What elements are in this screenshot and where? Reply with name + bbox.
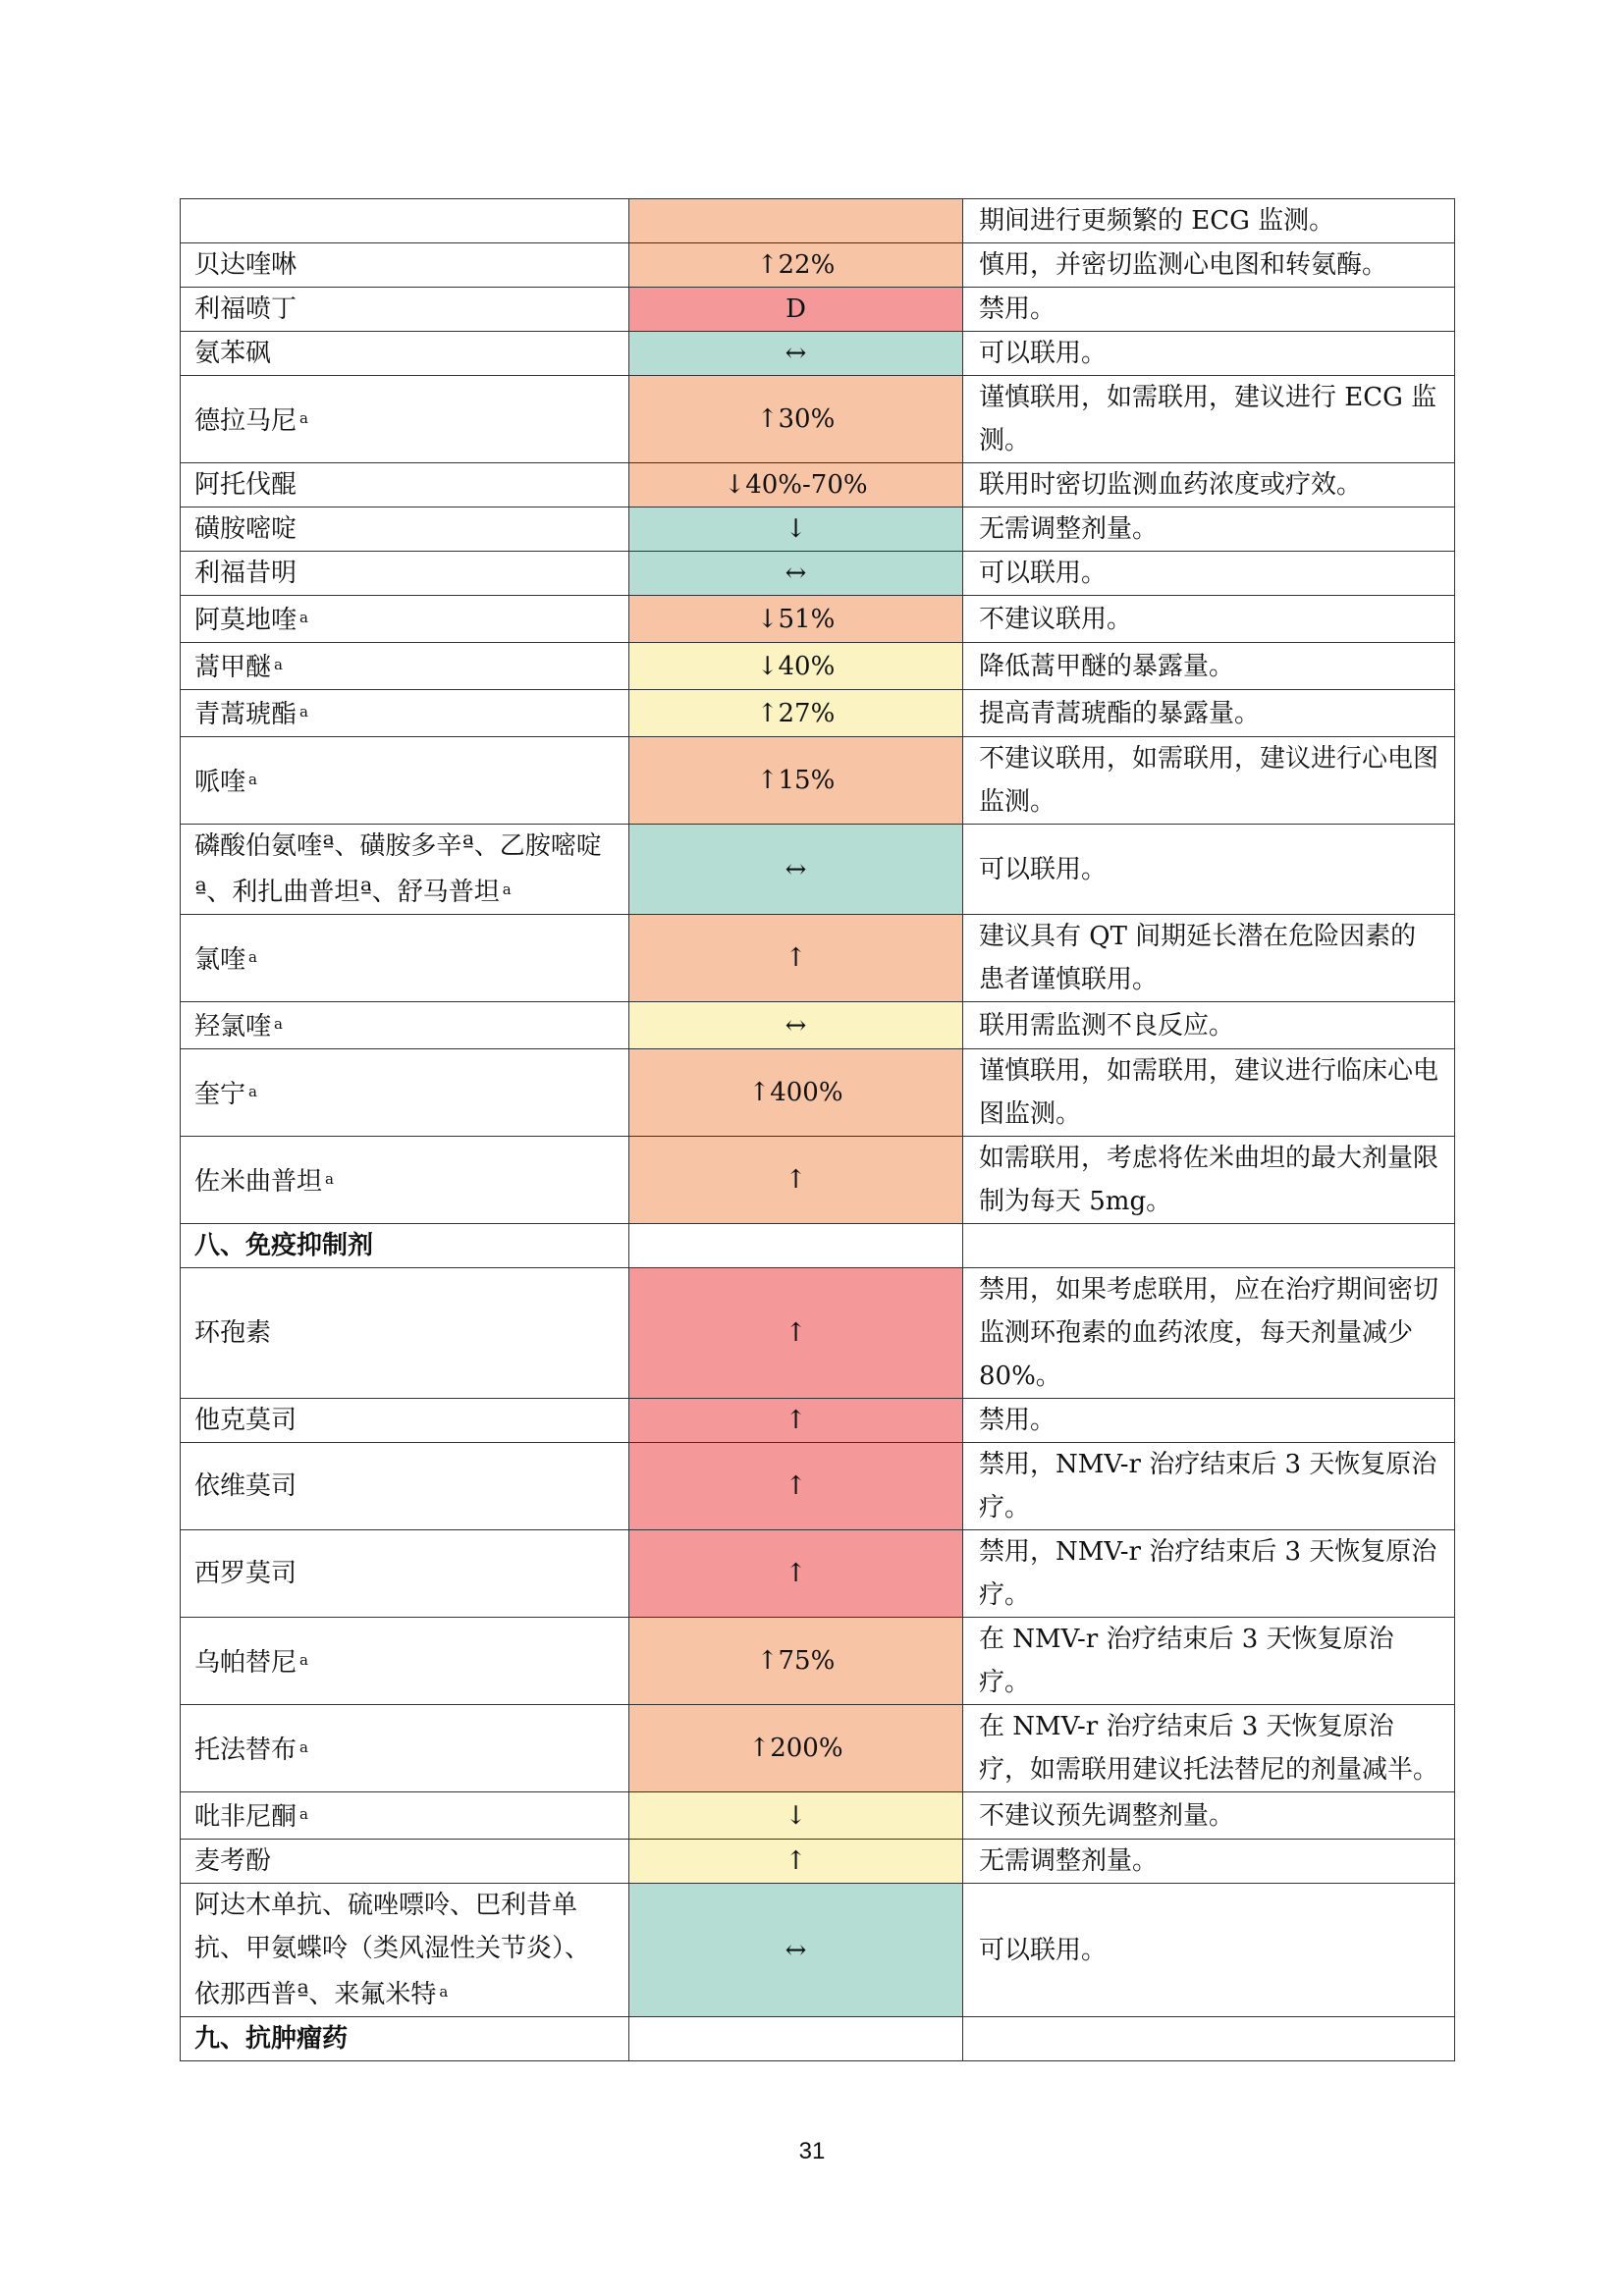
drug-name: 环孢素 bbox=[194, 1318, 272, 1348]
interaction-effect: ↑200% bbox=[748, 1734, 843, 1763]
recommendation: 谨慎联用，如需联用，建议进行临床心电图监测。 bbox=[979, 1056, 1439, 1129]
drug-name-cell bbox=[181, 737, 629, 825]
interaction-effect-cell bbox=[629, 376, 963, 463]
recommendation-cell bbox=[963, 596, 1455, 643]
recommendation: 联用时密切监测血药浓度或疗效。 bbox=[979, 470, 1363, 500]
interaction-effect-cell bbox=[629, 1443, 963, 1530]
table-row bbox=[181, 288, 1455, 332]
drug-name: 八、免疫抑制剂 bbox=[194, 1231, 374, 1260]
section-title bbox=[181, 2017, 629, 2061]
interaction-effect-cell bbox=[629, 1002, 963, 1049]
drug-name-cell bbox=[181, 1884, 629, 2017]
table-row bbox=[181, 1049, 1455, 1137]
recommendation: 禁用。 bbox=[979, 1406, 1056, 1435]
drug-name: 吡非尼酮 bbox=[194, 1802, 298, 1832]
drug-name-cell bbox=[181, 596, 629, 643]
drug-name: 利福喷丁 bbox=[194, 294, 298, 324]
recommendation-cell bbox=[963, 915, 1455, 1002]
drug-name: 阿托伐醌 bbox=[194, 470, 298, 500]
interaction-effect: ↑400% bbox=[748, 1078, 843, 1107]
interaction-effect: D bbox=[785, 294, 806, 324]
table-row bbox=[181, 507, 1455, 552]
table-row bbox=[181, 1792, 1455, 1840]
drug-name: 氨苯砜 bbox=[194, 339, 272, 368]
drug-name-cell bbox=[181, 1530, 629, 1618]
table-row bbox=[181, 1443, 1455, 1530]
recommendation-cell bbox=[963, 199, 1455, 243]
drug-name: 麦考酚 bbox=[194, 1846, 272, 1876]
drug-name-cell bbox=[181, 1840, 629, 1884]
interaction-effect-cell bbox=[629, 1840, 963, 1884]
interaction-effect-cell bbox=[629, 463, 963, 507]
interaction-effect-cell bbox=[629, 915, 963, 1002]
recommendation-cell bbox=[963, 1443, 1455, 1530]
footnote-marker: a bbox=[299, 609, 308, 626]
recommendation-cell bbox=[963, 825, 1455, 915]
drug-name: 利福昔明 bbox=[194, 559, 298, 588]
interaction-effect: ↔ bbox=[785, 559, 807, 588]
recommendation-cell bbox=[963, 332, 1455, 376]
interaction-effect-cell bbox=[629, 825, 963, 915]
drug-name: 他克莫司 bbox=[194, 1406, 298, 1435]
drug-name: 蒿甲醚 bbox=[194, 653, 272, 682]
interaction-effect-cell bbox=[629, 2017, 963, 2061]
footnote-marker: a bbox=[248, 947, 257, 966]
interaction-effect-cell bbox=[629, 643, 963, 690]
interaction-effect: ↔ bbox=[785, 854, 807, 884]
interaction-effect-cell bbox=[629, 507, 963, 552]
interaction-effect-cell bbox=[629, 1268, 963, 1399]
recommendation: 不建议联用，如需联用，建议进行心电图监测。 bbox=[979, 744, 1439, 817]
table-row bbox=[181, 332, 1455, 376]
section-header-row bbox=[181, 2017, 1455, 2061]
recommendation: 慎用，并密切监测心电图和转氨酶。 bbox=[979, 250, 1388, 280]
footnote-marker: a bbox=[248, 1082, 257, 1100]
interaction-effect-cell bbox=[629, 243, 963, 288]
interaction-effect: ↑ bbox=[785, 1471, 807, 1501]
recommendation: 可以联用。 bbox=[979, 1935, 1108, 1965]
interaction-effect-cell bbox=[629, 1399, 963, 1443]
recommendation-cell bbox=[963, 288, 1455, 332]
drug-name: 青蒿琥酯 bbox=[194, 700, 298, 729]
recommendation: 建议具有 QT 间期延长潜在危险因素的患者谨慎联用。 bbox=[979, 922, 1417, 994]
recommendation: 如需联用，考虑将佐米曲坦的最大剂量限制为每天 5mg。 bbox=[979, 1144, 1439, 1216]
table-row bbox=[181, 1705, 1455, 1792]
interaction-effect-cell bbox=[629, 737, 963, 825]
recommendation-cell bbox=[963, 552, 1455, 596]
drug-name-cell bbox=[181, 1618, 629, 1705]
table-body bbox=[181, 199, 1455, 2061]
footnote-marker: a bbox=[248, 770, 257, 788]
interaction-effect-cell bbox=[629, 1137, 963, 1224]
table-row bbox=[181, 243, 1455, 288]
drug-name-cell bbox=[181, 1399, 629, 1443]
table-row bbox=[181, 552, 1455, 596]
interaction-effect: ↔ bbox=[785, 1935, 807, 1965]
interaction-effect: ↓ bbox=[785, 514, 807, 544]
interaction-effect: ↑75% bbox=[756, 1646, 836, 1676]
interaction-effect-cell bbox=[629, 199, 963, 243]
recommendation-cell bbox=[963, 1792, 1455, 1840]
drug-name-cell bbox=[181, 690, 629, 737]
footnote-marker: a bbox=[299, 703, 308, 721]
drug-name: 西罗莫司 bbox=[194, 1559, 298, 1588]
interaction-effect: ↑ bbox=[785, 1559, 807, 1588]
recommendation: 联用需监测不良反应。 bbox=[979, 1010, 1235, 1041]
recommendation-cell bbox=[963, 1618, 1455, 1705]
interaction-effect: ↑ bbox=[785, 1165, 807, 1195]
recommendation-cell bbox=[963, 1137, 1455, 1224]
recommendation-cell bbox=[963, 1399, 1455, 1443]
footnote-marker: a bbox=[325, 1169, 334, 1188]
table-row bbox=[181, 1840, 1455, 1884]
table-row bbox=[181, 1399, 1455, 1443]
recommendation: 在 NMV-r 治疗结束后 3 天恢复原治疗，如需联用建议托法替尼的剂量减半。 bbox=[979, 1712, 1439, 1785]
recommendation: 禁用。 bbox=[979, 294, 1056, 324]
recommendation-cell bbox=[963, 243, 1455, 288]
recommendation: 可以联用。 bbox=[979, 854, 1108, 884]
footnote-marker: a bbox=[299, 1805, 308, 1823]
interaction-effect-cell bbox=[629, 1705, 963, 1792]
table-row bbox=[181, 376, 1455, 463]
table-row bbox=[181, 463, 1455, 507]
footnote-marker: a bbox=[299, 1650, 308, 1669]
interaction-effect-cell bbox=[629, 552, 963, 596]
drug-name-cell bbox=[181, 376, 629, 463]
interaction-effect-cell bbox=[629, 1792, 963, 1840]
recommendation-cell bbox=[963, 1268, 1455, 1399]
recommendation: 降低蒿甲醚的暴露量。 bbox=[979, 651, 1235, 681]
interaction-effect: ↑30% bbox=[756, 404, 836, 434]
footnote-marker: a bbox=[299, 408, 308, 427]
recommendation-cell bbox=[963, 737, 1455, 825]
recommendation: 可以联用。 bbox=[979, 559, 1108, 588]
drug-name-cell bbox=[181, 1705, 629, 1792]
table-row bbox=[181, 1137, 1455, 1224]
footnote-marker: a bbox=[274, 656, 283, 673]
drug-name: 氯喹 bbox=[194, 944, 246, 975]
table-row bbox=[181, 199, 1455, 243]
interaction-effect-cell bbox=[629, 1618, 963, 1705]
section-header-row bbox=[181, 1224, 1455, 1268]
recommendation: 无需调整剂量。 bbox=[979, 1846, 1159, 1876]
drug-name-cell bbox=[181, 199, 629, 243]
drug-name-cell bbox=[181, 243, 629, 288]
interaction-effect-cell bbox=[629, 690, 963, 737]
footnote-marker: a bbox=[502, 881, 512, 898]
drug-name: 依维莫司 bbox=[194, 1471, 298, 1501]
recommendation-cell bbox=[963, 690, 1455, 737]
recommendation-cell bbox=[963, 507, 1455, 552]
table-row bbox=[181, 737, 1455, 825]
recommendation-cell bbox=[963, 1884, 1455, 2017]
drug-name-cell bbox=[181, 915, 629, 1002]
drug-name-cell bbox=[181, 507, 629, 552]
drug-name: 羟氯喹 bbox=[194, 1012, 272, 1041]
drug-name-cell bbox=[181, 288, 629, 332]
table-row bbox=[181, 1884, 1455, 2017]
interaction-effect: ↑ bbox=[785, 1318, 807, 1348]
drug-name-cell bbox=[181, 552, 629, 596]
table-row bbox=[181, 1618, 1455, 1705]
interaction-effect: ↑ bbox=[785, 943, 807, 973]
drug-name-cell bbox=[181, 1443, 629, 1530]
interaction-effect-cell bbox=[629, 1049, 963, 1137]
interaction-effect: ↔ bbox=[785, 339, 807, 368]
drug-name-cell bbox=[181, 463, 629, 507]
section-title bbox=[181, 1224, 629, 1268]
table-row bbox=[181, 825, 1455, 915]
interaction-effect: ↓51% bbox=[756, 604, 836, 634]
drug-interaction-table bbox=[180, 198, 1455, 2061]
drug-name: 阿莫地喹 bbox=[194, 606, 298, 635]
recommendation: 不建议联用。 bbox=[979, 604, 1133, 634]
interaction-effect: ↑ bbox=[785, 1406, 807, 1435]
drug-name: 奎宁 bbox=[194, 1079, 246, 1109]
table-row bbox=[181, 915, 1455, 1002]
footnote-marker: a bbox=[299, 1737, 308, 1756]
table-row bbox=[181, 643, 1455, 690]
recommendation: 可以联用。 bbox=[979, 339, 1108, 368]
drug-name: 佐米曲普坦 bbox=[194, 1166, 323, 1197]
recommendation-cell bbox=[963, 1705, 1455, 1792]
drug-name: 德拉马尼 bbox=[194, 405, 298, 436]
recommendation-cell bbox=[963, 463, 1455, 507]
interaction-effect-cell bbox=[629, 288, 963, 332]
recommendation-cell bbox=[963, 2017, 1455, 2061]
interaction-effect: ↔ bbox=[785, 1010, 807, 1041]
recommendation: 不建议预先调整剂量。 bbox=[979, 1800, 1235, 1831]
drug-name: 磷酸伯氨喹ª、磺胺多辛ª、乙胺嘧啶ª、利扎曲普坦ª、舒马普坦 bbox=[194, 831, 602, 907]
drug-name: 磺胺嘧啶 bbox=[194, 514, 298, 544]
drug-name-cell bbox=[181, 1268, 629, 1399]
recommendation-cell bbox=[963, 1224, 1455, 1268]
interaction-effect-cell bbox=[629, 332, 963, 376]
page-number: 31 bbox=[798, 2138, 826, 2164]
recommendation: 在 NMV-r 治疗结束后 3 天恢复原治疗。 bbox=[979, 1625, 1394, 1697]
interaction-effect-cell bbox=[629, 1884, 963, 2017]
drug-name-cell bbox=[181, 643, 629, 690]
interaction-effect: ↓40% bbox=[756, 651, 836, 681]
interaction-effect: ↑15% bbox=[756, 766, 836, 795]
recommendation: 禁用，NMV-r 治疗结束后 3 天恢复原治疗。 bbox=[979, 1450, 1437, 1522]
drug-name-cell bbox=[181, 332, 629, 376]
interaction-effect: ↓40%-70% bbox=[724, 470, 868, 500]
drug-name-cell bbox=[181, 1137, 629, 1224]
interaction-effect: ↑27% bbox=[756, 698, 836, 728]
interaction-effect: ↑ bbox=[785, 1846, 807, 1876]
recommendation: 禁用，如果考虑联用，应在治疗期间密切监测环孢素的血药浓度，每天剂量减少 80%。 bbox=[979, 1275, 1439, 1391]
drug-name: 哌喹 bbox=[194, 767, 246, 797]
interaction-effect: ↑22% bbox=[756, 250, 836, 280]
drug-name: 贝达喹啉 bbox=[194, 250, 298, 280]
drug-name-cell bbox=[181, 1049, 629, 1137]
recommendation: 禁用，NMV-r 治疗结束后 3 天恢复原治疗。 bbox=[979, 1537, 1437, 1610]
drug-name: 托法替布 bbox=[194, 1735, 298, 1765]
interaction-effect-cell bbox=[629, 1530, 963, 1618]
recommendation: 提高青蒿琥酯的暴露量。 bbox=[979, 698, 1261, 728]
recommendation-cell bbox=[963, 1002, 1455, 1049]
recommendation-cell bbox=[963, 1049, 1455, 1137]
footnote-marker: a bbox=[274, 1015, 283, 1033]
recommendation-cell bbox=[963, 376, 1455, 463]
drug-name: 九、抗肿瘤药 bbox=[194, 2024, 349, 2054]
recommendation: 谨慎联用，如需联用，建议进行 ECG 监测。 bbox=[979, 383, 1437, 455]
drug-name-cell bbox=[181, 1002, 629, 1049]
table-row bbox=[181, 1530, 1455, 1618]
recommendation: 无需调整剂量。 bbox=[979, 514, 1159, 544]
recommendation-cell bbox=[963, 1530, 1455, 1618]
table-row bbox=[181, 690, 1455, 737]
interaction-effect-cell bbox=[629, 1224, 963, 1268]
recommendation-cell bbox=[963, 1840, 1455, 1884]
drug-name: 阿达木单抗、硫唑嘌呤、巴利昔单抗、甲氨蝶呤（类风湿性关节炎）、依那西普ª、来氟米特 bbox=[194, 1891, 591, 2009]
drug-name-cell bbox=[181, 1792, 629, 1840]
drug-name: 乌帕替尼 bbox=[194, 1647, 298, 1678]
interaction-effect: ↓ bbox=[785, 1800, 807, 1831]
recommendation: 期间进行更频繁的 ECG 监测。 bbox=[979, 206, 1335, 236]
recommendation-cell bbox=[963, 643, 1455, 690]
drug-name-cell bbox=[181, 825, 629, 915]
table-row bbox=[181, 1002, 1455, 1049]
footnote-marker: a bbox=[439, 1983, 449, 2001]
table-row bbox=[181, 596, 1455, 643]
table-row bbox=[181, 1268, 1455, 1399]
interaction-effect-cell bbox=[629, 596, 963, 643]
